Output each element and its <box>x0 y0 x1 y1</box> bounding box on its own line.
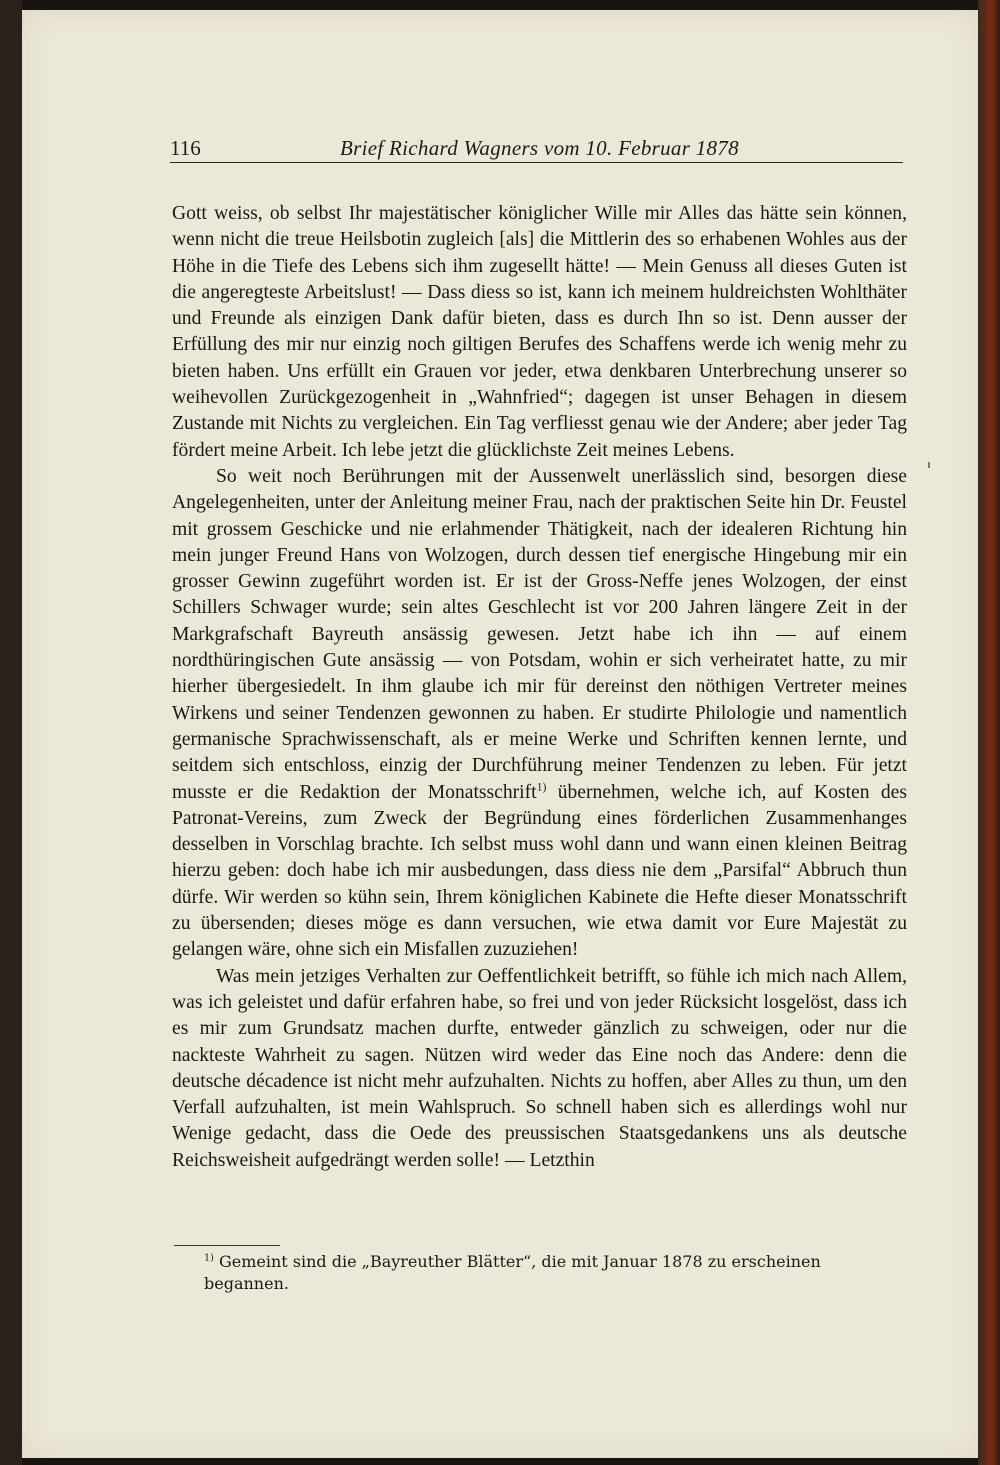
footnote-text: Gemeint sind die „Bayreuther Blätter“, die mit Januar 1878 zu erscheinen begannen. <box>204 1252 821 1293</box>
paragraph-3: Was mein jetziges Verhalten zur Oeffentlichkeit betrifft, so fühle ich mich nach Allem, was ich geleistet und dafür erfahren habe, so frei und von jeder Rücksicht losgelöst, dass ich es mir zum Grundsatz machen durfte, entweder gänzlich zu schweigen, oder nur die nackteste Wahrheit zu sagen. Nützen wird weder das Eine noch das Andere: denn die deutsche décadence ist nicht mehr aufzuhalten. Nichts zu hoffen, aber Alles zu thun, um den Verfall aufzuhalten, ist mein Wahlspruch. So schnell haben sich es allerdings wohl nur Wenige gedacht, dass die Oede des preussischen Staatsgedankens uns als deutsche Reichsweisheit aufgedrängt werden solle! — Letzthin <box>172 965 907 1171</box>
header-rule <box>170 162 903 163</box>
page-number: 116 <box>170 136 201 160</box>
paragraph-2 <box>172 464 907 964</box>
body-text <box>172 201 907 1174</box>
paragraph-1: Gott weiss, ob selbst Ihr majestätischer königlicher Wille mir Alles das hätte sein können, wenn nicht die treue Heilsbotin zugleich [als] die Mittlerin des so erhabenen Wohles aus der Höhe in die Tiefe des Lebens sich ihm zugesellt hätte! — Mein Genuss all dieses Guten ist die angeregteste Arbeitslust! — Dass diess so ist, kann ich meinem huldreichsten Wohlthäter und Freunde als einzigen Dank dafür bieten, dass es durch Ihn so ist. Denn ausser der Erfüllung des mir nur einzig noch giltigen Berufes des Schaffens werde ich wenig mehr zu bieten haben. Uns erfüllt ein Grauen vor jeder, etwa denkbaren Unterbrechung unserer so weihevollen Zurückgezogenheit in „Wahnfried“; dagegen ist unser Behagen in diesem Zustande mit Nichts zu vergleichen. Ein Tag verfliesst genau wie der Andere; aber jeder Tag fördert meine Arbeit. Ich lebe jetzt die glücklichste Zeit meines Lebens. <box>172 203 907 461</box>
footnote-rule <box>174 1245 280 1246</box>
footnote-reference: 1) <box>536 780 547 793</box>
paragraph-2-continuation: übernehmen, welche ich, auf Kosten des Patronat-Vereins, zum Zweck der Begründung eines förderlichen Zusammenhanges desselben in Vorschlag brachte. Ich selbst muss wohl dann und wann einen kleinen Beitrag hierzu geben: doch habe ich mir ausbedungen, dass diess nie dem „Parsifal“ Abbruch thun dürfe. Wir werden so kühn sein, Ihrem königlichen Kabinete die Hefte dieser Monatsschrift zu übersenden; dieses möge es dann versuchen, wie etwa damit vor Eure Majestät zu gelangen wäre, ohne sich ein Misfallen zuzuziehen! <box>172 781 907 961</box>
footnote <box>204 1251 909 1295</box>
margin-mark <box>928 462 930 468</box>
running-head-title: Brief Richard Wagners vom 10. Februar 1878 <box>340 136 739 160</box>
scan-border-left <box>0 0 22 1465</box>
footnote-marker: 1) <box>204 1252 214 1264</box>
scan-border-right <box>978 0 1000 1465</box>
paragraph-2-text: So weit noch Berührungen mit der Aussenwelt unerlässlich sind, besorgen diese Angelegenheiten, unter der Anleitung meiner Frau, nach der praktischen Seite hin Dr. Feustel mit grossem Geschicke und nie erlahmender Thätigkeit, nach der idealeren Richtung hin mein junger Freund Hans von Wolzogen, durch dessen tief energische Hingebung mir ein grosser Gewinn zugeführt worden ist. Er ist der Gross-Neffe jenes Wolzogen, der einst Schillers Schwager wurde; sein altes Geschlecht ist vor 200 Jahren längere Zeit in der Markgrafschaft Bayreuth ansässig gewesen. Jetzt habe ich ihn — auf einem nordthüringischen Gute ansässig — von Potsdam, wohin er sich verheiratet hatte, zu mir hierher übergesiedelt. In ihm glaube ich mir für dereinst den nöthigen Vertreter meines Wirkens und seiner Tendenzen gewonnen zu haben. Er studirte Philologie und namentlich germanische Sprachwissenschaft, als er meine Werke und Schriften kennen lernte, und seitdem sich entschloss, einzig der Durchführung meiner Tendenzen zu leben. Für jetzt musste er die Redaktion der Monatsschrift <box>172 465 907 803</box>
